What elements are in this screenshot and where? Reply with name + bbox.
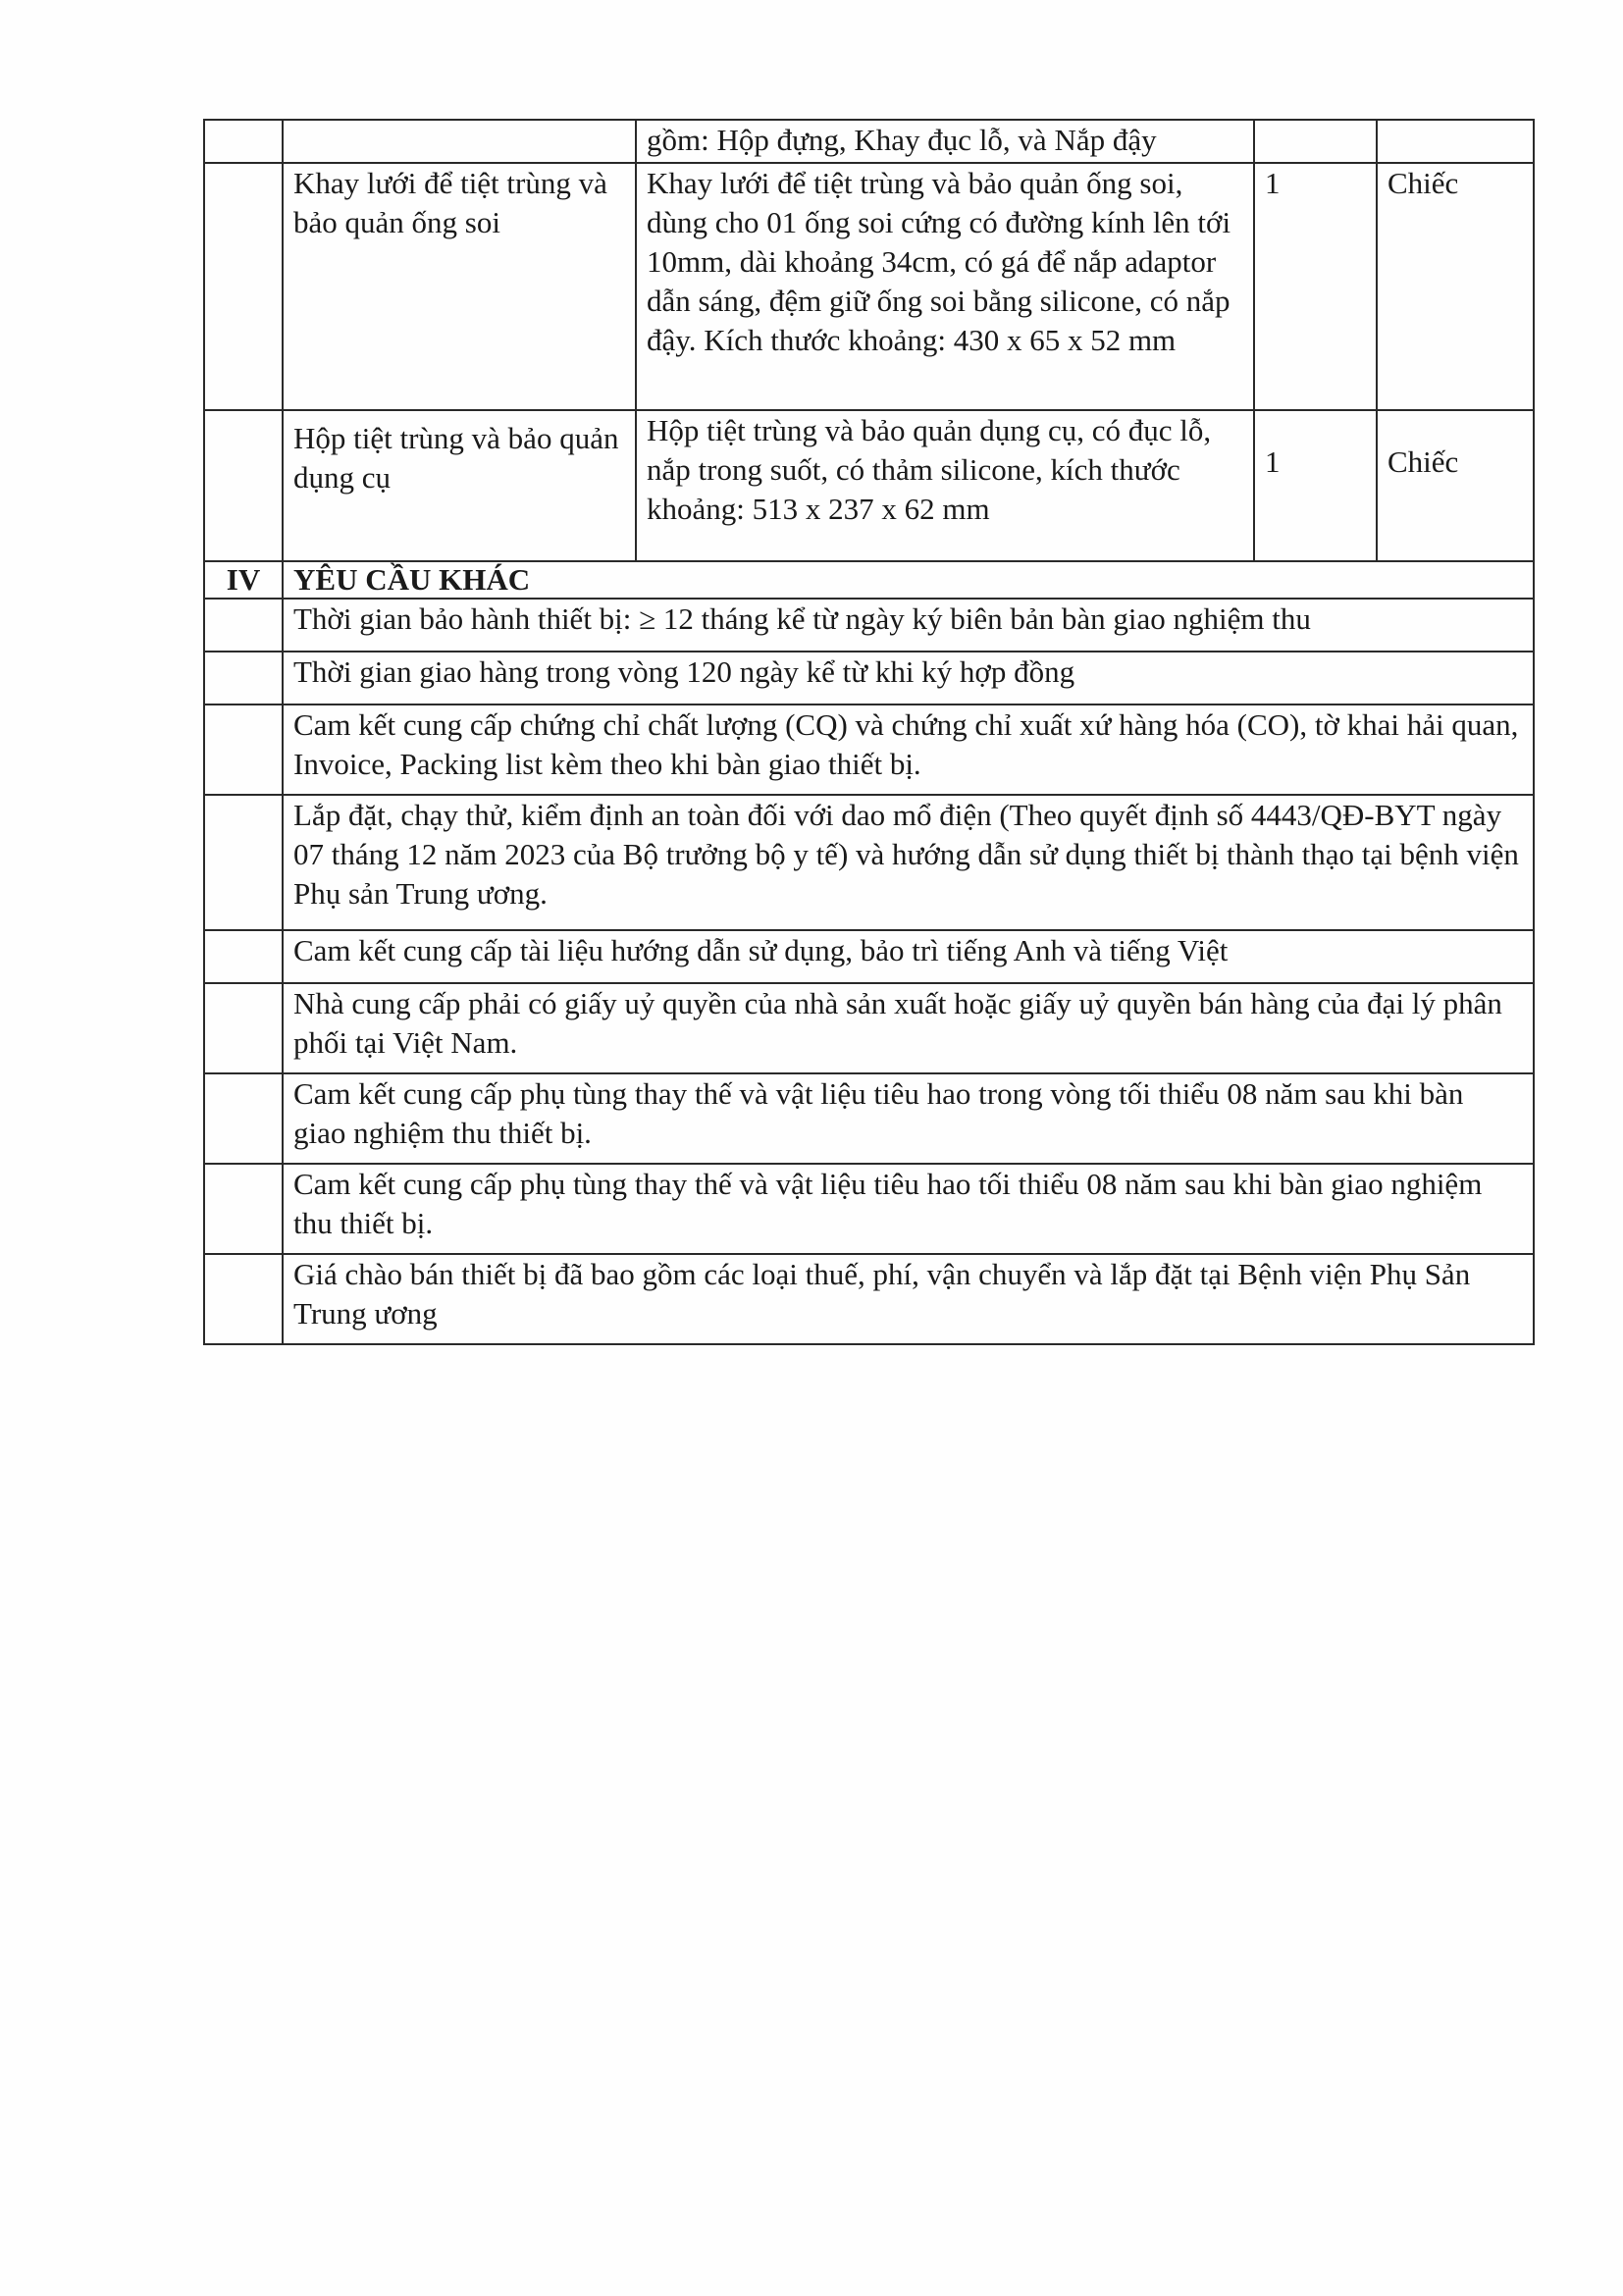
requirement-text: Giá chào bán thiết bị đã bao gồm các loại thuế, phí, vận chuyển và lắp đặt tại Bệnh viện Phụ Sản Trung ương [283, 1254, 1534, 1344]
requirement-text: Cam kết cung cấp tài liệu hướng dẫn sử dụng, bảo trì tiếng Anh và tiếng Việt [283, 930, 1534, 983]
requirement-row [204, 1254, 1534, 1344]
requirement-text: Thời gian giao hàng trong vòng 120 ngày kể từ khi ký hợp đồng [283, 652, 1534, 704]
stt-cell [204, 930, 283, 983]
item-description-cell: Hộp tiệt trùng và bảo quản dụng cụ, có đục lỗ, nắp trong suốt, có thảm silicone, kích thước khoảng: 513 x 237 x 62 mm [636, 410, 1254, 561]
specification-table [203, 119, 1535, 1345]
requirement-text: Cam kết cung cấp phụ tùng thay thế và vật liệu tiêu hao trong vòng tối thiểu 08 năm sau khi bàn giao nghiệm thu thiết bị. [283, 1073, 1534, 1164]
stt-cell [204, 795, 283, 930]
stt-cell [204, 1073, 283, 1164]
item-name-cell: Hộp tiệt trùng và bảo quản dụng cụ [283, 410, 636, 561]
quantity-cell: 1 [1254, 410, 1377, 561]
stt-cell [204, 599, 283, 652]
stt-cell [204, 1164, 283, 1254]
section-title: YÊU CẦU KHÁC [283, 561, 1534, 599]
unit-cell: Chiếc [1377, 410, 1534, 561]
item-name-cell: Khay lưới để tiệt trùng và bảo quản ống soi [283, 163, 636, 410]
item-description-cell: Khay lưới để tiệt trùng và bảo quản ống soi, dùng cho 01 ống soi cứng có đường kính lên tới 10mm, dài khoảng 34cm, có gá để nắp adaptor dẫn sáng, đệm giữ ống soi bằng silicone, có nắp đậy. Kích thước khoảng: 430 x 65 x 52 mm [636, 163, 1254, 410]
requirement-row [204, 599, 1534, 652]
requirement-row [204, 1164, 1534, 1254]
stt-cell [204, 120, 283, 163]
item-description-cell: gồm: Hộp đựng, Khay đục lỗ, và Nắp đậy [636, 120, 1254, 163]
requirement-text: Thời gian bảo hành thiết bị: ≥ 12 tháng kể từ ngày ký biên bản bàn giao nghiệm thu [283, 599, 1534, 652]
stt-cell [204, 652, 283, 704]
table-row [204, 410, 1534, 561]
quantity-cell: 1 [1254, 163, 1377, 410]
requirement-text: Nhà cung cấp phải có giấy uỷ quyền của nhà sản xuất hoặc giấy uỷ quyền bán hàng của đại lý phân phối tại Việt Nam. [283, 983, 1534, 1073]
stt-cell [204, 163, 283, 410]
quantity-cell [1254, 120, 1377, 163]
stt-cell [204, 410, 283, 561]
stt-cell [204, 983, 283, 1073]
section-number: IV [204, 561, 283, 599]
unit-cell [1377, 120, 1534, 163]
requirement-row [204, 704, 1534, 795]
requirement-row [204, 983, 1534, 1073]
requirement-text: Cam kết cung cấp chứng chỉ chất lượng (CQ) và chứng chỉ xuất xứ hàng hóa (CO), tờ khai hải quan, Invoice, Packing list kèm theo khi bàn giao thiết bị. [283, 704, 1534, 795]
requirement-row [204, 795, 1534, 930]
section-header-row [204, 561, 1534, 599]
stt-cell [204, 1254, 283, 1344]
item-name-cell [283, 120, 636, 163]
unit-cell: Chiếc [1377, 163, 1534, 410]
requirement-row [204, 652, 1534, 704]
requirement-row [204, 930, 1534, 983]
requirement-text: Cam kết cung cấp phụ tùng thay thế và vật liệu tiêu hao tối thiểu 08 năm sau khi bàn giao nghiệm thu thiết bị. [283, 1164, 1534, 1254]
table-row [204, 163, 1534, 410]
requirement-text: Lắp đặt, chạy thử, kiểm định an toàn đối với dao mổ điện (Theo quyết định số 4443/QĐ-BYT ngày 07 tháng 12 năm 2023 của Bộ trưởng bộ y tế) và hướng dẫn sử dụng thiết bị thành thạo tại bệnh viện Phụ sản Trung ương. [283, 795, 1534, 930]
requirement-row [204, 1073, 1534, 1164]
table-row [204, 120, 1534, 163]
stt-cell [204, 704, 283, 795]
